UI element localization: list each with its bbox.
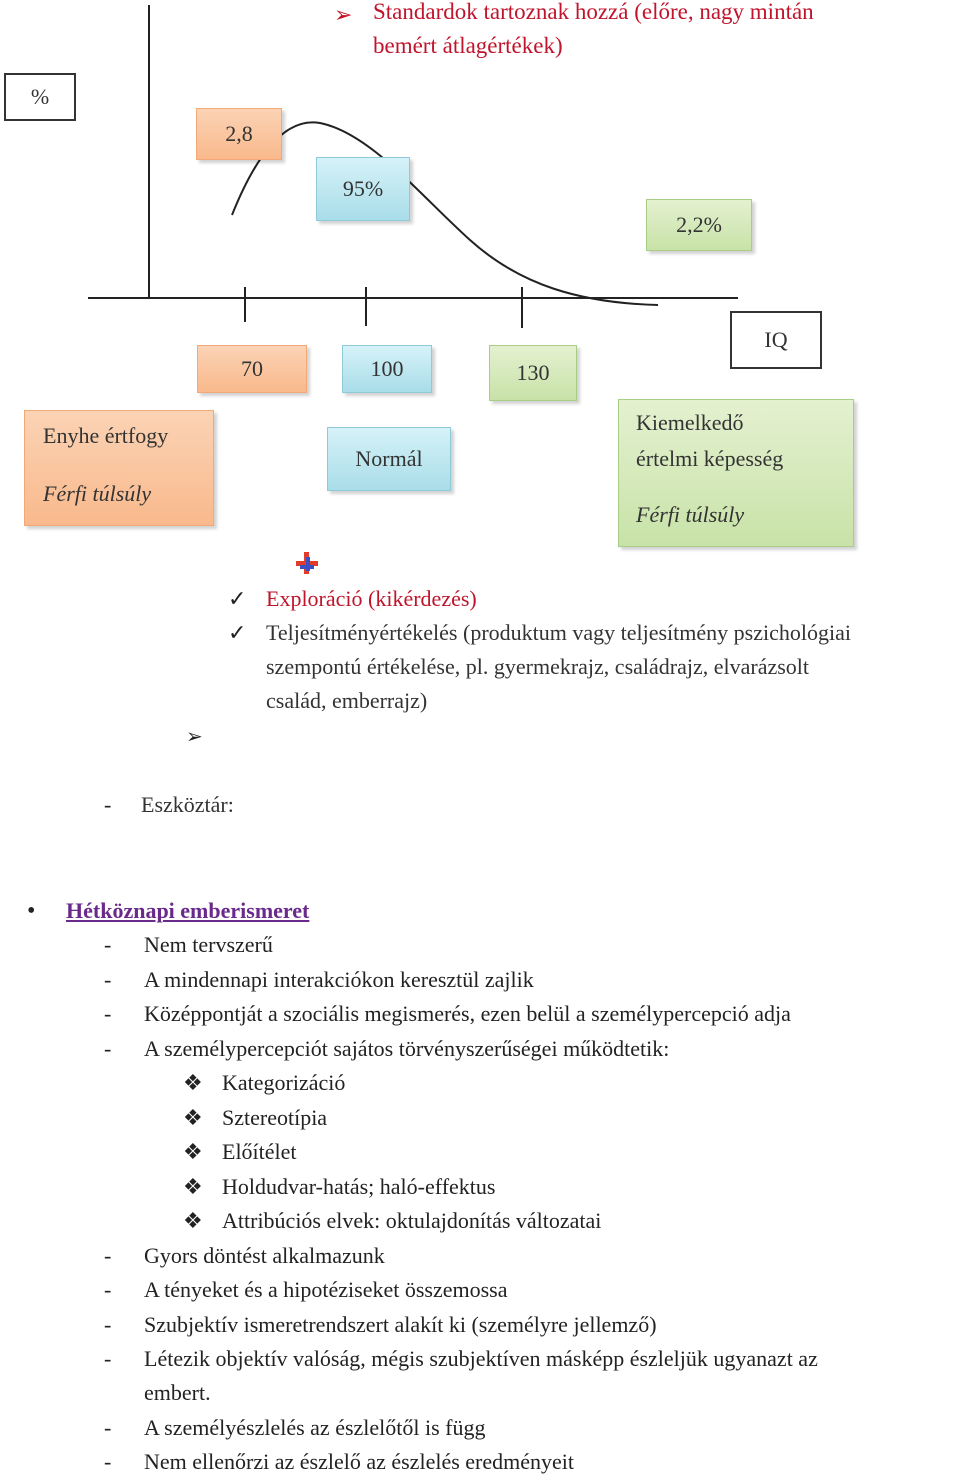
category-low-line1: Enyhe értfogy — [43, 423, 169, 448]
list-item-dash: - — [104, 1243, 112, 1268]
sub-list-item: Attribúciós elvek: oktulajdonítás változatai — [222, 1208, 602, 1233]
list-item: Nem ellenőrzi az észlelő az észlelés eredményeit — [144, 1449, 574, 1474]
list-item-dash: - — [104, 967, 112, 992]
sub-list-item: Kategorizáció — [222, 1070, 346, 1095]
list-item-dash: - — [104, 1449, 112, 1474]
section-title: Hétköznapi emberismeret — [66, 898, 310, 923]
tick-label-100-box — [342, 345, 432, 393]
list-item-dash: - — [104, 1001, 112, 1026]
list-item-dash: - — [104, 932, 112, 957]
tick-label-70: 70 — [241, 356, 263, 381]
cross-plus-icon — [296, 552, 318, 574]
method-performance-line1: Teljesítményértékelés (produktum vagy teljesítmény pszichológiai — [266, 620, 851, 645]
sub-list-item: Holdudvar-hatás; haló-effektus — [222, 1174, 496, 1199]
sub-list-item: Előítélet — [222, 1139, 297, 1164]
method-performance-line3: család, emberrajz) — [266, 688, 428, 713]
tick-label-130: 130 — [516, 360, 550, 385]
diamond-bullet-icon: ❖ — [183, 1174, 203, 1199]
right-tail-percent-box — [646, 199, 752, 251]
x-axis-label: IQ — [764, 327, 788, 352]
standards-text-line2: bemért átlagértékek) — [373, 33, 563, 58]
category-high-line1: Kiemelkedő — [636, 410, 744, 435]
list-item: A mindennapi interakciókon keresztül zajlik — [144, 967, 534, 992]
list-item-long-line1: Létezik objektív valóság, mégis szubjektíven másképp észleljük ugyanazt az — [144, 1346, 818, 1371]
list-item: A tényeket és a hipotéziseket összemossa — [144, 1277, 508, 1302]
list-item-long-line2: embert. — [144, 1380, 211, 1405]
sub-list-item: Sztereotípia — [222, 1105, 328, 1130]
diamond-bullet-icon: ❖ — [183, 1070, 203, 1095]
bell-curve — [232, 122, 658, 305]
category-high-line2: értelmi képesség — [636, 446, 784, 471]
list-item: A személyészlelés az észlelőtől is függ — [144, 1415, 486, 1440]
section-bullet: • — [27, 898, 36, 924]
tick-label-130-box — [489, 345, 577, 401]
y-axis-label-box — [4, 73, 76, 121]
standards-text-line1: Standardok tartoznak hozzá (előre, nagy mintán — [373, 0, 814, 24]
list-item: Szubjektív ismeretrendszert alakít ki (személyre jellemző) — [144, 1312, 657, 1337]
list-item: Középpontját a szociális megismerés, ezen belül a személypercepció adja — [144, 1001, 791, 1026]
y-axis-label: % — [30, 84, 50, 109]
category-normal-label: Normál — [355, 446, 423, 471]
list-item-dash: - — [104, 1036, 112, 1061]
list-item: Nem tervszerű — [144, 932, 273, 957]
x-axis-label-box — [730, 311, 822, 369]
diamond-bullet-icon: ❖ — [183, 1105, 203, 1130]
diamond-bullet-icon: ❖ — [183, 1208, 203, 1233]
top-arrow-bullet: ➢ — [334, 2, 353, 27]
center-percent-box — [316, 157, 410, 221]
list-item-dash: - — [104, 1277, 112, 1302]
category-high-line3: Férfi túlsúly — [636, 502, 745, 527]
category-low-box — [24, 410, 214, 526]
check-icon-1: ✓ — [228, 586, 247, 611]
check-icon-2: ✓ — [228, 620, 247, 645]
tick-label-70-box — [197, 345, 307, 393]
diamond-bullet-icon: ❖ — [183, 1139, 203, 1164]
left-tail-percent-box — [196, 108, 282, 160]
list-item-dash: - — [104, 1415, 112, 1440]
toolbar-label: Eszköztár: — [141, 792, 234, 817]
list-item-dash: - — [104, 1312, 112, 1337]
category-high-box — [618, 399, 854, 547]
category-low-line2: Férfi túlsúly — [43, 481, 152, 506]
empty-arrow-bullet: ➢ — [186, 726, 203, 748]
list-item: Gyors döntést alkalmazunk — [144, 1243, 385, 1268]
method-performance-line2: szempontú értékelése, pl. gyermekrajz, családrajz, elvarázsolt — [266, 654, 810, 679]
method-exploration: Exploráció (kikérdezés) — [266, 586, 477, 611]
list-item-dash: - — [104, 1346, 112, 1371]
toolbar-dash: - — [104, 792, 112, 817]
category-normal-box — [327, 427, 451, 491]
right-tail-percent: 2,2% — [676, 212, 722, 237]
left-tail-percent: 2,8 — [225, 121, 253, 146]
center-percent: 95% — [342, 176, 384, 201]
tick-label-100: 100 — [370, 356, 404, 381]
list-item: A személypercepciót sajátos törvényszerűségei működtetik: — [144, 1036, 670, 1061]
